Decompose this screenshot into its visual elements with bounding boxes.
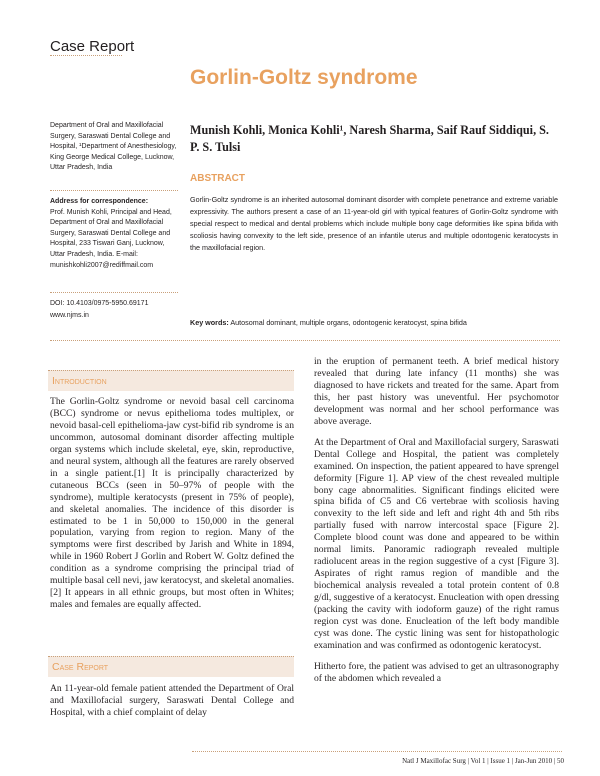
case-report-heading: Case Report: [52, 661, 109, 673]
keywords: [190, 318, 560, 327]
introduction-paragraph: The Gorlin-Goltz syndrome or nevoid basal cell carcinoma (BCC) syndrome or nevus epithelioma todes multiplex, or nevoid basal-cell epithelioma-jaw cyst-bifid rib syndrome is an uncommon, autosomal dominant disorder affecting multiple organ systems which include skeletal, eye, skin, reproductive, and neural system, although all the features are rarely observed in a single patient.[1] It is principally characterized by cutaneous BCCs (seen in 50–97% of people with the syndrome), multiple keratocysts (present in 75% of people), and skeletal anomalies. The incidence of this disorder is estimated to be 1 in 50,000 to 150,000 in the general population, varying from region to region. Many of the symptoms were first described by Jarish and White in 1894, while in 1960 Robert J Gorlin and Robert W. Goltz defined the condition as a syndrome comprising the principal triad of multiple basal cell nevi, jaw keratocyst, and skeletal anomalies.[2] It appears in all ethnic groups, but most often in Whites; males and females are equally affected.: [50, 396, 294, 611]
authors: Munish Kohli, Monica Kohli¹, Naresh Sharma, Saif Rauf Siddiqui, S. P. S. Tulsi: [190, 123, 549, 154]
paragraph: At the Department of Oral and Maxillofacial surgery, Saraswati Dental College and Hospital, the patient was completely examined. On inspection, the patient appeared to have sprengel deformity [Figure 1]. AP view of the chest revealed multiple bony cage abnormalities. Significant findings elicited were spina bifida of C5 and C6 vertebrae with scoliosis having convexity to the left side and left and right 4th and 5th ribs partially fused with narrow intercostal space [Figure 2]. Complete blood count was done and appeared to be within normal limits. Panoramic radiograph revealed multiple radiolucent areas in the region suggestive of a cyst [Figure 3]. Aspirates of right ramus region of mandible and the biochemical analysis revealed a total protein content of 0.8 g/dl, suggestive of a keratocyst. Enucleation with open dressing (packing the cavity with iodoform gauze) of the right ramus region cyst was done. Enucleation of the left body mandible cyst was done. The cystic lining was sent for histopathologic examination and was confirmed as odontogenic keratocyst.: [314, 436, 559, 651]
affiliation: Department of Oral and Maxillofacial Surgery, Saraswati Dental College and Hospital, ¹Department of Anesthesiology, King George Medical College, Lucknow, Uttar Pradesh, India: [50, 122, 177, 172]
correspondence-text: Prof. Munish Kohli, Principal and Head, Department of Oral and Maxillofacial Surgery, Saraswati Dental College and Hospital, 233 Tiswari Ganj, Lucknow, Uttar Pradesh, India. E-mail: munishkohli2007@rediffmail.com: [50, 208, 172, 269]
page-footer: Natl J Maxillofac Surg | Vol 1 | Issue 1 | Jan-Jun 2010 | 50: [402, 757, 564, 765]
introduction-heading: Introduction: [52, 375, 107, 387]
divider: [50, 190, 178, 191]
case-report-text: [50, 683, 294, 719]
abstract-heading: ABSTRACT: [190, 173, 245, 184]
divider: [50, 340, 560, 341]
section-label: Case Report: [50, 38, 135, 55]
article-title: Gorlin-Goltz syndrome: [190, 66, 418, 89]
case-report-paragraph: An 11-year-old female patient attended the Department of Oral and Maxillofacial surgery, Saraswati Dental College and Hospital, with a chief complaint of delay: [50, 683, 294, 718]
right-column: [314, 356, 559, 685]
case-report-heading-box: [48, 656, 294, 677]
doi: DOI: 10.4103/0975-5950.69171: [50, 300, 149, 307]
correspondence-label: Address for correspondence:: [50, 198, 149, 205]
introduction-heading-box: [48, 370, 294, 391]
divider: [50, 292, 178, 293]
paragraph: in the eruption of permanent teeth. A brief medical history revealed that during late infancy (11 months) she was diagnosed to have rickets and treated for the same. Apart from this, her past history was uneventful. Her psychomotor development was normal and her school performance was above average.: [314, 356, 559, 427]
divider: [50, 55, 122, 56]
website: www.njms.in: [50, 312, 89, 319]
abstract-text: Gorlin-Goltz syndrome is an inherited autosomal dominant disorder with complete penetrance and extreme variable expressivity. The authors present a case of an 11-year-old girl with typical features of Gorlin-Goltz syndrome with special respect to medical and dental problems which include multiple bony cage deformities like spina bifida with scoliosis having convexity to the left side, presence of an infantile uterus and multiple odontogenic keratocysts in the maxillofacial region.: [190, 195, 558, 252]
divider: [192, 751, 562, 752]
keywords-label: Key words:: [190, 318, 229, 327]
introduction-text: [50, 396, 294, 611]
paragraph: Hitherto fore, the patient was advised to get an ultrasonography of the abdomen which revealed a: [314, 660, 559, 684]
correspondence: [50, 197, 178, 271]
keywords-text: Autosomal dominant, multiple organs, odontogenic keratocyst, spina bifida: [230, 318, 467, 327]
